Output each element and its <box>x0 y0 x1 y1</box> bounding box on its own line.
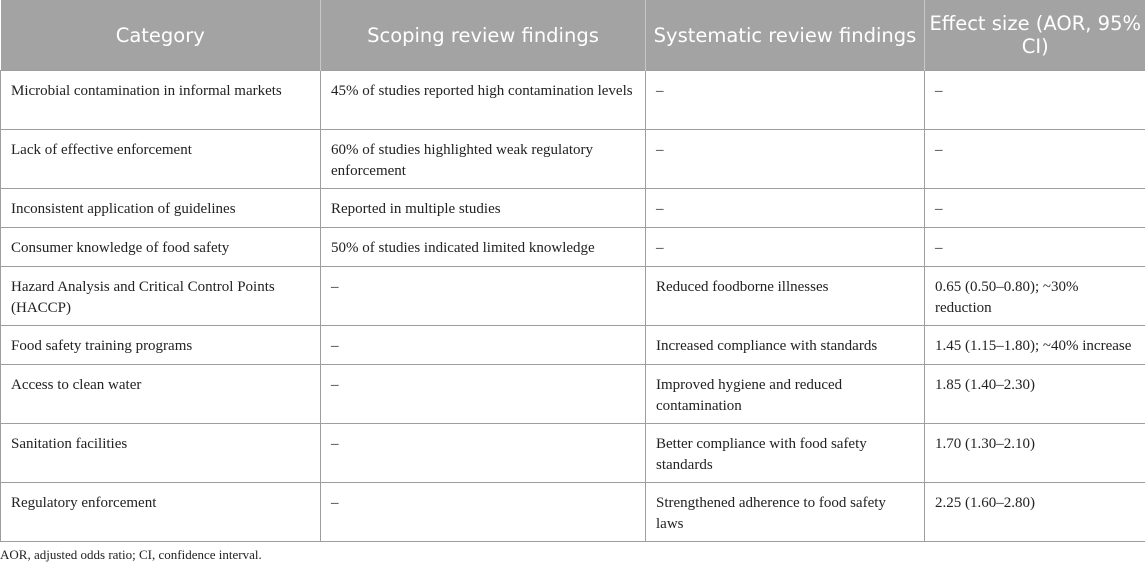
cell-effect-size: 1.70 (1.30–2.10) <box>925 424 1145 483</box>
cell-category: Inconsistent application of guidelines <box>1 189 321 228</box>
cell-category: Access to clean water <box>1 365 321 424</box>
cell-systematic: – <box>646 228 925 267</box>
header-effect-size: Effect size (AOR, 95% CI) <box>925 0 1145 71</box>
cell-effect-size: 1.85 (1.40–2.30) <box>925 365 1145 424</box>
table-row <box>1 267 1145 326</box>
cell-systematic: Reduced foodborne illnesses <box>646 267 925 326</box>
cell-scoping: – <box>321 424 646 483</box>
table-row <box>1 326 1145 365</box>
table-row <box>1 130 1145 189</box>
cell-systematic: Strengthened adherence to food safety laws <box>646 483 925 542</box>
cell-effect-size: – <box>925 228 1145 267</box>
cell-category: Hazard Analysis and Critical Control Points (HACCP) <box>1 267 321 326</box>
cell-systematic: – <box>646 130 925 189</box>
cell-effect-size: 0.65 (0.50–0.80); ~30% reduction <box>925 267 1145 326</box>
cell-effect-size: – <box>925 71 1145 130</box>
table-row <box>1 71 1145 130</box>
cell-systematic: Improved hygiene and reduced contamination <box>646 365 925 424</box>
cell-systematic: Better compliance with food safety standards <box>646 424 925 483</box>
cell-scoping: – <box>321 267 646 326</box>
cell-category: Food safety training programs <box>1 326 321 365</box>
header-scoping-review: Scoping review findings <box>321 0 646 71</box>
table-row <box>1 365 1145 424</box>
cell-effect-size: – <box>925 189 1145 228</box>
cell-category: Sanitation facilities <box>1 424 321 483</box>
table-row <box>1 189 1145 228</box>
cell-systematic: Increased compliance with standards <box>646 326 925 365</box>
cell-category: Regulatory enforcement <box>1 483 321 542</box>
cell-effect-size: – <box>925 130 1145 189</box>
cell-systematic: – <box>646 189 925 228</box>
header-systematic-review: Systematic review findings <box>646 0 925 71</box>
cell-systematic: – <box>646 71 925 130</box>
cell-effect-size: 2.25 (1.60–2.80) <box>925 483 1145 542</box>
cell-scoping: – <box>321 365 646 424</box>
cell-effect-size: 1.45 (1.15–1.80); ~40% increase <box>925 326 1145 365</box>
table-footnote: AOR, adjusted odds ratio; CI, confidence interval. <box>0 547 262 562</box>
cell-category: Consumer knowledge of food safety <box>1 228 321 267</box>
cell-scoping: – <box>321 326 646 365</box>
cell-scoping: 60% of studies highlighted weak regulatory enforcement <box>321 130 646 189</box>
header-category: Category <box>1 0 321 71</box>
cell-category: Microbial contamination in informal markets <box>1 71 321 130</box>
cell-scoping: Reported in multiple studies <box>321 189 646 228</box>
table-row <box>1 483 1145 542</box>
table-row <box>1 424 1145 483</box>
header-row <box>1 0 1145 71</box>
cell-category: Lack of effective enforcement <box>1 130 321 189</box>
cell-scoping: 45% of studies reported high contamination levels <box>321 71 646 130</box>
cell-scoping: – <box>321 483 646 542</box>
cell-scoping: 50% of studies indicated limited knowledge <box>321 228 646 267</box>
table-row <box>1 228 1145 267</box>
